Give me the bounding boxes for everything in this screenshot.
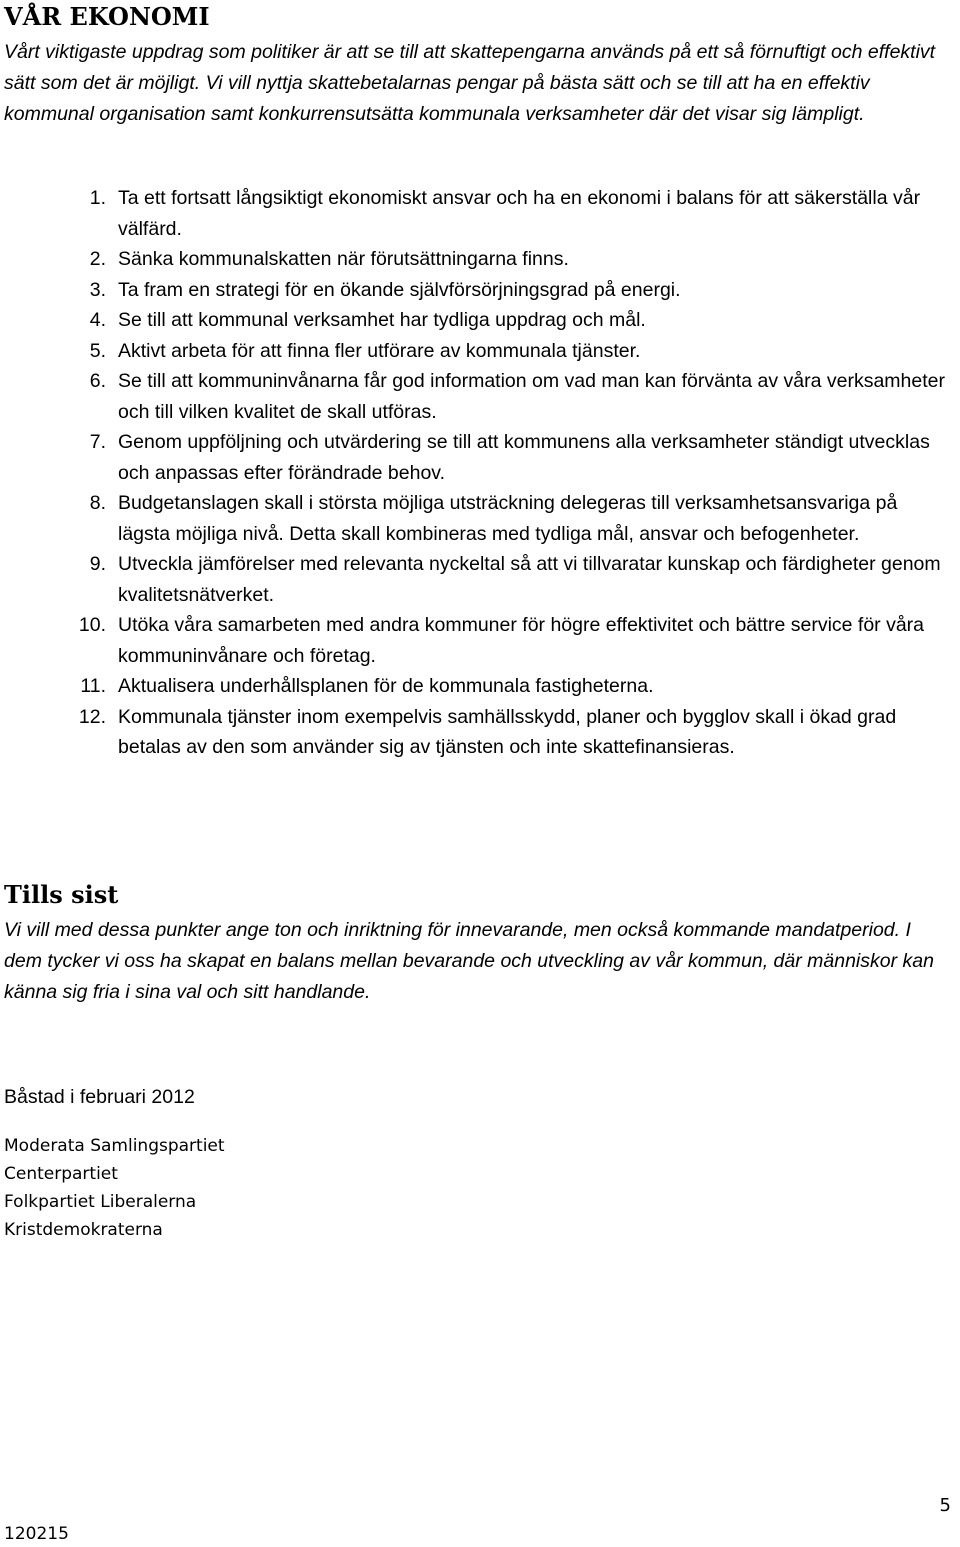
- list-item-text: Budgetanslagen skall i största möjliga utsträckning delegeras till verksamhetsansvariga på lägsta möjliga nivå. Detta skall kombineras med tydliga mål, ansvar och befogenheter.: [118, 492, 898, 545]
- list-item-text: Kommunala tjänster inom exempelvis samhällsskydd, planer och bygglov skall i ökad grad betalas av den som använder sig av tjänsten och inte skattefinansieras.: [118, 705, 897, 758]
- signatory-party: Centerpartiet: [4, 1164, 118, 1184]
- list-item-text: Se till att kommuninvånarna får god information om vad man kan förvänta av våra verksamheter och till vilken kvalitet de skall utföras.: [118, 370, 945, 423]
- list-item: [0, 488, 950, 549]
- list-item-text: Aktualisera underhållsplanen för de kommunala fastigheterna.: [118, 675, 654, 697]
- signatories-list: [4, 1132, 225, 1244]
- list-item-number: 11.: [80, 675, 106, 697]
- list-item-text: Utveckla jämförelser med relevanta nyckeltal så att vi tillvaratar kunskap och färdigheter genom kvalitetsnätverket.: [118, 553, 941, 606]
- list-item: [0, 610, 950, 671]
- list-item: [0, 427, 950, 488]
- list-item-text: Ta ett fortsatt långsiktigt ekonomiskt ansvar och ha en ekonomi i balans för att säkerställa vår välfärd.: [118, 187, 921, 240]
- list-item-number: 10.: [78, 614, 106, 636]
- list-item: [0, 549, 950, 610]
- place-and-date: Båstad i februari 2012: [4, 1086, 195, 1108]
- list-item-number: 2.: [89, 248, 106, 270]
- section-heading-economy: VÅR EKONOMI: [4, 2, 210, 31]
- list-item: [0, 366, 950, 427]
- signatory-party: Kristdemokraterna: [4, 1220, 163, 1240]
- section-heading-final: Tills sist: [4, 880, 119, 909]
- list-item-text: Aktivt arbeta för att finna fler utförare av kommunala tjänster.: [118, 339, 641, 362]
- list-item-text: Ta fram en strategi för en ökande självförsörjningsgrad på energi.: [118, 278, 681, 301]
- list-item-number: 7.: [89, 431, 106, 453]
- footer-date-code: 120215: [4, 1524, 69, 1544]
- economy-intro-paragraph: Vårt viktigaste uppdrag som politiker är att se till att skattepengarna används på ett så förnuftigt och effektivt sätt som det är möjligt. Vi vill nyttja skattebetalarnas pengar på bästa sätt och se till att ha en effektiv kommunal organisation samt konkurrensutsätta kommunala verksamheter där det visar sig lämpligt.: [4, 41, 936, 125]
- list-item: [0, 244, 950, 275]
- list-item-text: Sänka kommunalskatten när förutsättningarna finns.: [118, 248, 569, 270]
- list-item-number: 5.: [89, 339, 106, 362]
- page-number: 5: [939, 1495, 951, 1516]
- list-item-number: 1.: [89, 187, 106, 209]
- list-item: [0, 275, 950, 306]
- list-item: [0, 305, 950, 336]
- list-item-number: 3.: [89, 278, 106, 301]
- list-item: [0, 183, 950, 244]
- list-item-number: 12.: [78, 705, 106, 728]
- list-item-number: 4.: [89, 309, 106, 331]
- list-item: [0, 671, 950, 702]
- list-item-number: 6.: [89, 370, 106, 392]
- list-item-text: Se till att kommunal verksamhet har tydliga uppdrag och mål.: [118, 309, 646, 331]
- final-paragraph: Vi vill med dessa punkter ange ton och inriktning för innevarande, men också kommande mandatperiod. I dem tycker vi oss ha skapat en balans mellan bevarande och utveckling av vår kommun, där människor kan känna sig fria i sina val och sitt handlande.: [4, 919, 934, 1003]
- list-item-number: 8.: [89, 492, 106, 514]
- list-item: [0, 336, 950, 367]
- signatory-party: Folkpartiet Liberalerna: [4, 1192, 197, 1212]
- economy-goals-list: [0, 183, 950, 763]
- list-item-text: Utöka våra samarbeten med andra kommuner för högre effektivitet och bättre service för våra kommuninvånare och företag.: [118, 614, 925, 667]
- list-item-text: Genom uppföljning och utvärdering se till att kommunens alla verksamheter ständigt utvecklas och anpassas efter förändrade behov.: [118, 431, 930, 484]
- list-item: [0, 702, 950, 763]
- list-item-number: 9.: [89, 553, 106, 575]
- signatory-party: Moderata Samlingspartiet: [4, 1136, 225, 1156]
